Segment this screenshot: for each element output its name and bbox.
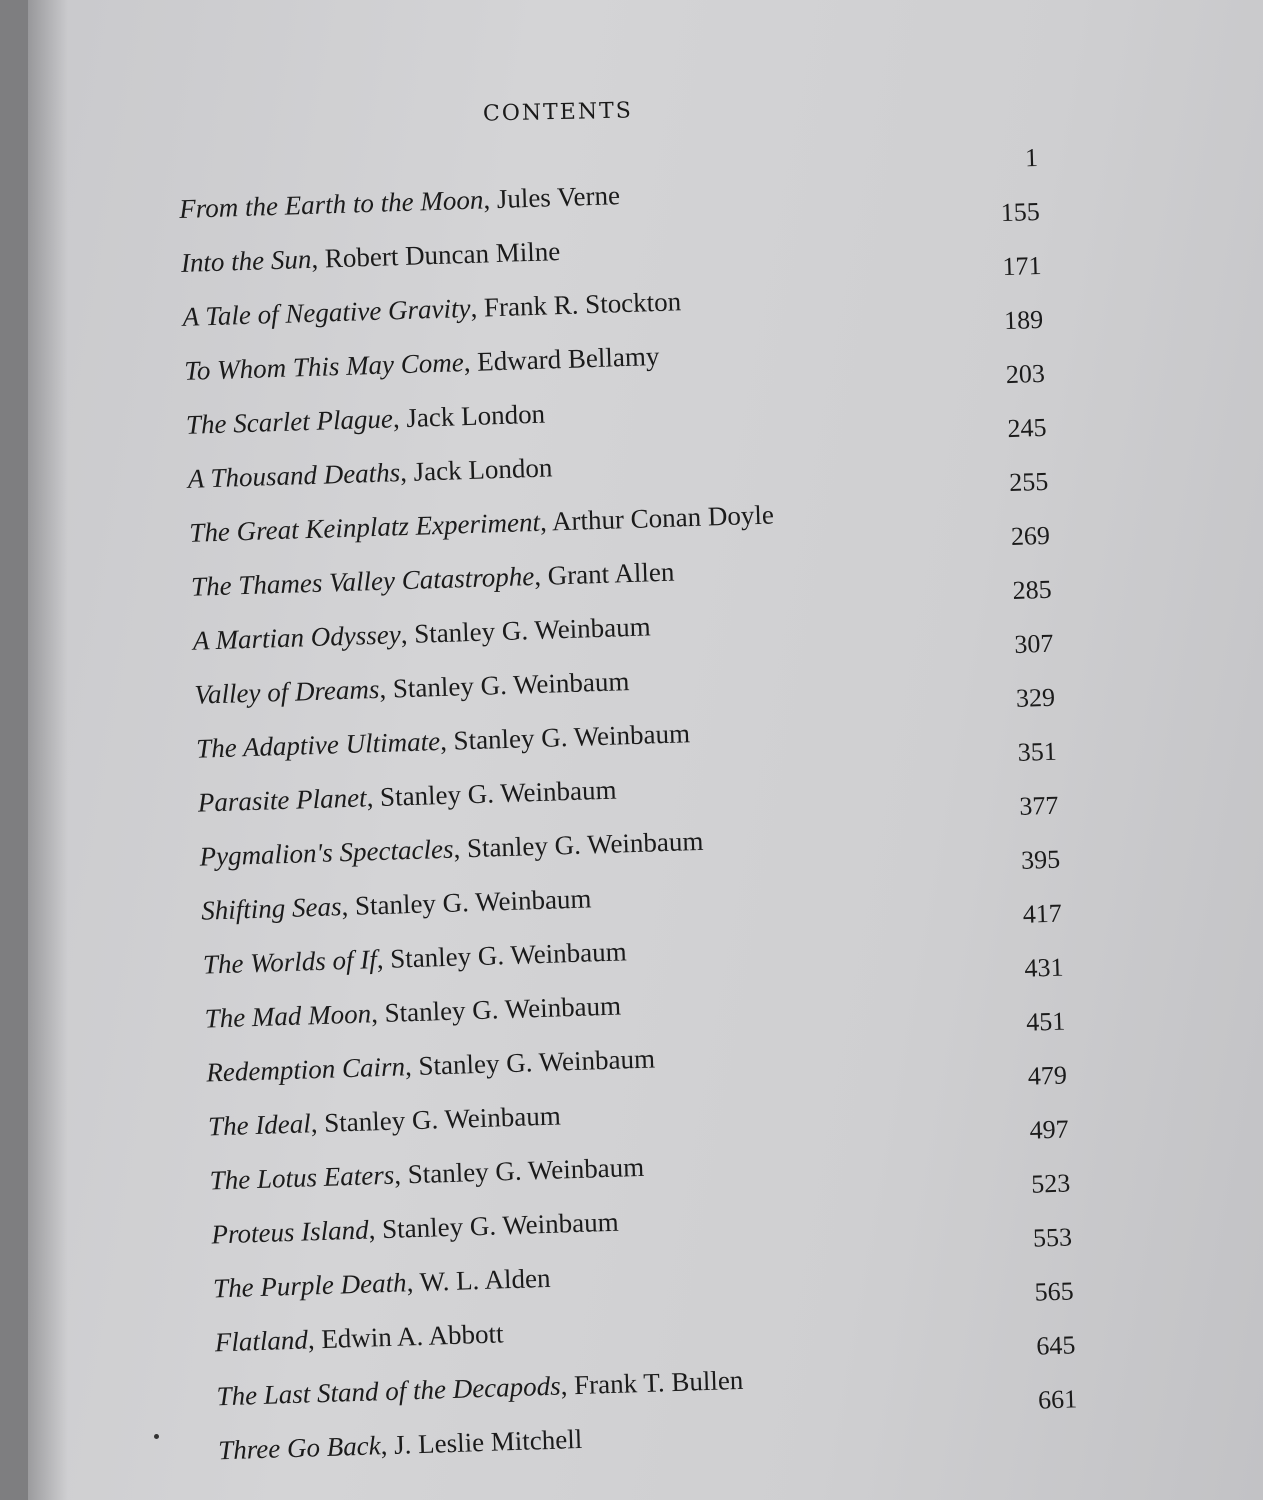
story-title: Proteus Island: [210, 1214, 370, 1250]
story-title: Shifting Seas: [200, 891, 342, 926]
separator: ,: [310, 1107, 325, 1139]
separator: ,: [463, 346, 478, 378]
story-title: The Ideal: [207, 1108, 312, 1142]
story-title: A Thousand Deaths: [187, 457, 401, 494]
separator: ,: [533, 560, 549, 592]
story-author: Stanley G. Weinbaum: [323, 1100, 562, 1138]
separator: ,: [307, 1324, 322, 1355]
story-title: The Worlds of If: [202, 944, 378, 980]
story-title: The Adaptive Ultimate: [195, 726, 441, 764]
story-author: Stanley G. Weinbaum: [418, 1043, 656, 1081]
page-number: 661: [1037, 1384, 1078, 1415]
separator: ,: [368, 1214, 383, 1245]
story-author: Edward Bellamy: [476, 340, 660, 377]
story-title: The Great Keinplatz Experiment: [188, 506, 541, 548]
page-number: 523: [1030, 1168, 1071, 1199]
separator: ,: [376, 943, 391, 975]
page-number: 431: [1024, 952, 1064, 983]
page-number: 255: [1008, 466, 1049, 498]
story-title: Valley of Dreams: [194, 673, 380, 710]
separator: ,: [370, 997, 386, 1029]
separator: ,: [400, 618, 415, 650]
page-number: 245: [1007, 412, 1047, 444]
story-title: The Purple Death: [212, 1267, 408, 1304]
page-number: 285: [1012, 574, 1053, 605]
story-title: Flatland: [214, 1324, 309, 1358]
story-author: Stanley G. Weinbaum: [389, 936, 628, 974]
page-number: 395: [1020, 844, 1061, 875]
page-number: 155: [1000, 196, 1041, 228]
page-number: 565: [1034, 1276, 1075, 1307]
story-title: The Mad Moon: [204, 998, 372, 1034]
separator: ,: [340, 890, 356, 922]
story-title: Pygmalion's Spectacles: [199, 833, 454, 872]
story-author: Stanley G. Weinbaum: [453, 718, 691, 756]
story-title: The Thames Valley Catastrophe: [190, 561, 535, 602]
story-author: Arthur Conan Doyle: [551, 499, 775, 537]
story-title: A Tale of Negative Gravity: [182, 292, 471, 332]
page-number: 479: [1027, 1060, 1068, 1091]
story-author: Edwin A. Abbott: [320, 1318, 504, 1355]
page-number: 189: [1003, 304, 1044, 336]
story-author: W. L. Alden: [419, 1262, 551, 1297]
entry-line: [218, 1424, 583, 1466]
story-title: From the Earth to the Moon: [178, 184, 484, 224]
story-title: Parasite Planet: [197, 782, 368, 818]
page-number: 269: [1010, 520, 1051, 552]
story-author: Frank T. Bullen: [573, 1364, 744, 1401]
story-author: Jack London: [405, 398, 546, 433]
story-title: A Martian Odyssey: [192, 619, 402, 656]
separator: ,: [310, 243, 326, 274]
story-title: The Last Stand of the Decapods: [216, 1370, 562, 1412]
story-title: Into the Sun: [180, 243, 312, 278]
book-page: [28, 0, 1263, 1500]
page-number: 553: [1032, 1222, 1073, 1253]
story-author: Stanley G. Weinbaum: [466, 825, 704, 864]
table-of-contents: [178, 142, 1118, 1466]
separator: ,: [392, 402, 407, 434]
separator: ,: [393, 1159, 409, 1190]
story-author: Jules Verne: [496, 180, 621, 214]
story-author: Stanley G. Weinbaum: [413, 611, 652, 649]
separator: ,: [378, 673, 394, 704]
story-author: Robert Duncan Milne: [324, 236, 561, 274]
story-author: Grant Allen: [547, 556, 675, 591]
separator: ,: [469, 292, 485, 323]
story-author: Stanley G. Weinbaum: [354, 883, 592, 921]
separator: ,: [439, 725, 454, 757]
story-author: J. Leslie Mitchell: [393, 1423, 583, 1460]
story-title: The Lotus Eaters: [209, 1159, 395, 1196]
separator: ,: [482, 184, 498, 215]
page-number: 351: [1017, 736, 1058, 767]
story-author: Jack London: [413, 452, 553, 487]
separator: ,: [404, 1050, 419, 1082]
page-number: 1: [1024, 142, 1039, 173]
separator: ,: [366, 781, 381, 813]
story-author: Stanley G. Weinbaum: [407, 1151, 645, 1190]
page-number: 307: [1013, 628, 1054, 659]
ink-speck: [154, 1434, 159, 1439]
story-title: Three Go Back: [217, 1430, 382, 1466]
separator: ,: [399, 456, 415, 488]
story-author: Stanley G. Weinbaum: [392, 666, 630, 704]
story-author: Frank R. Stockton: [483, 286, 682, 323]
separator: ,: [406, 1266, 421, 1298]
separator: ,: [539, 506, 553, 537]
page-number: 203: [1005, 358, 1046, 390]
page-number: 645: [1035, 1330, 1076, 1361]
story-title: The Scarlet Plague: [185, 403, 394, 440]
contents-heading: CONTENTS: [482, 98, 634, 127]
page-number: 171: [1001, 250, 1042, 282]
separator: ,: [380, 1429, 395, 1461]
separator: ,: [560, 1370, 575, 1401]
page-number: 451: [1025, 1006, 1066, 1037]
page-number: 377: [1018, 790, 1059, 821]
story-title: Redemption Cairn: [205, 1051, 406, 1088]
page-number: 497: [1029, 1114, 1070, 1145]
page-number: 329: [1015, 682, 1056, 713]
story-author: Stanley G. Weinbaum: [381, 1206, 620, 1245]
page-gutter-shadow: [28, 0, 68, 1500]
page-number: 417: [1022, 898, 1063, 929]
story-author: Stanley G. Weinbaum: [384, 990, 622, 1028]
story-title: To Whom This May Come: [183, 347, 465, 386]
separator: ,: [452, 833, 468, 864]
story-author: Stanley G. Weinbaum: [379, 774, 617, 812]
